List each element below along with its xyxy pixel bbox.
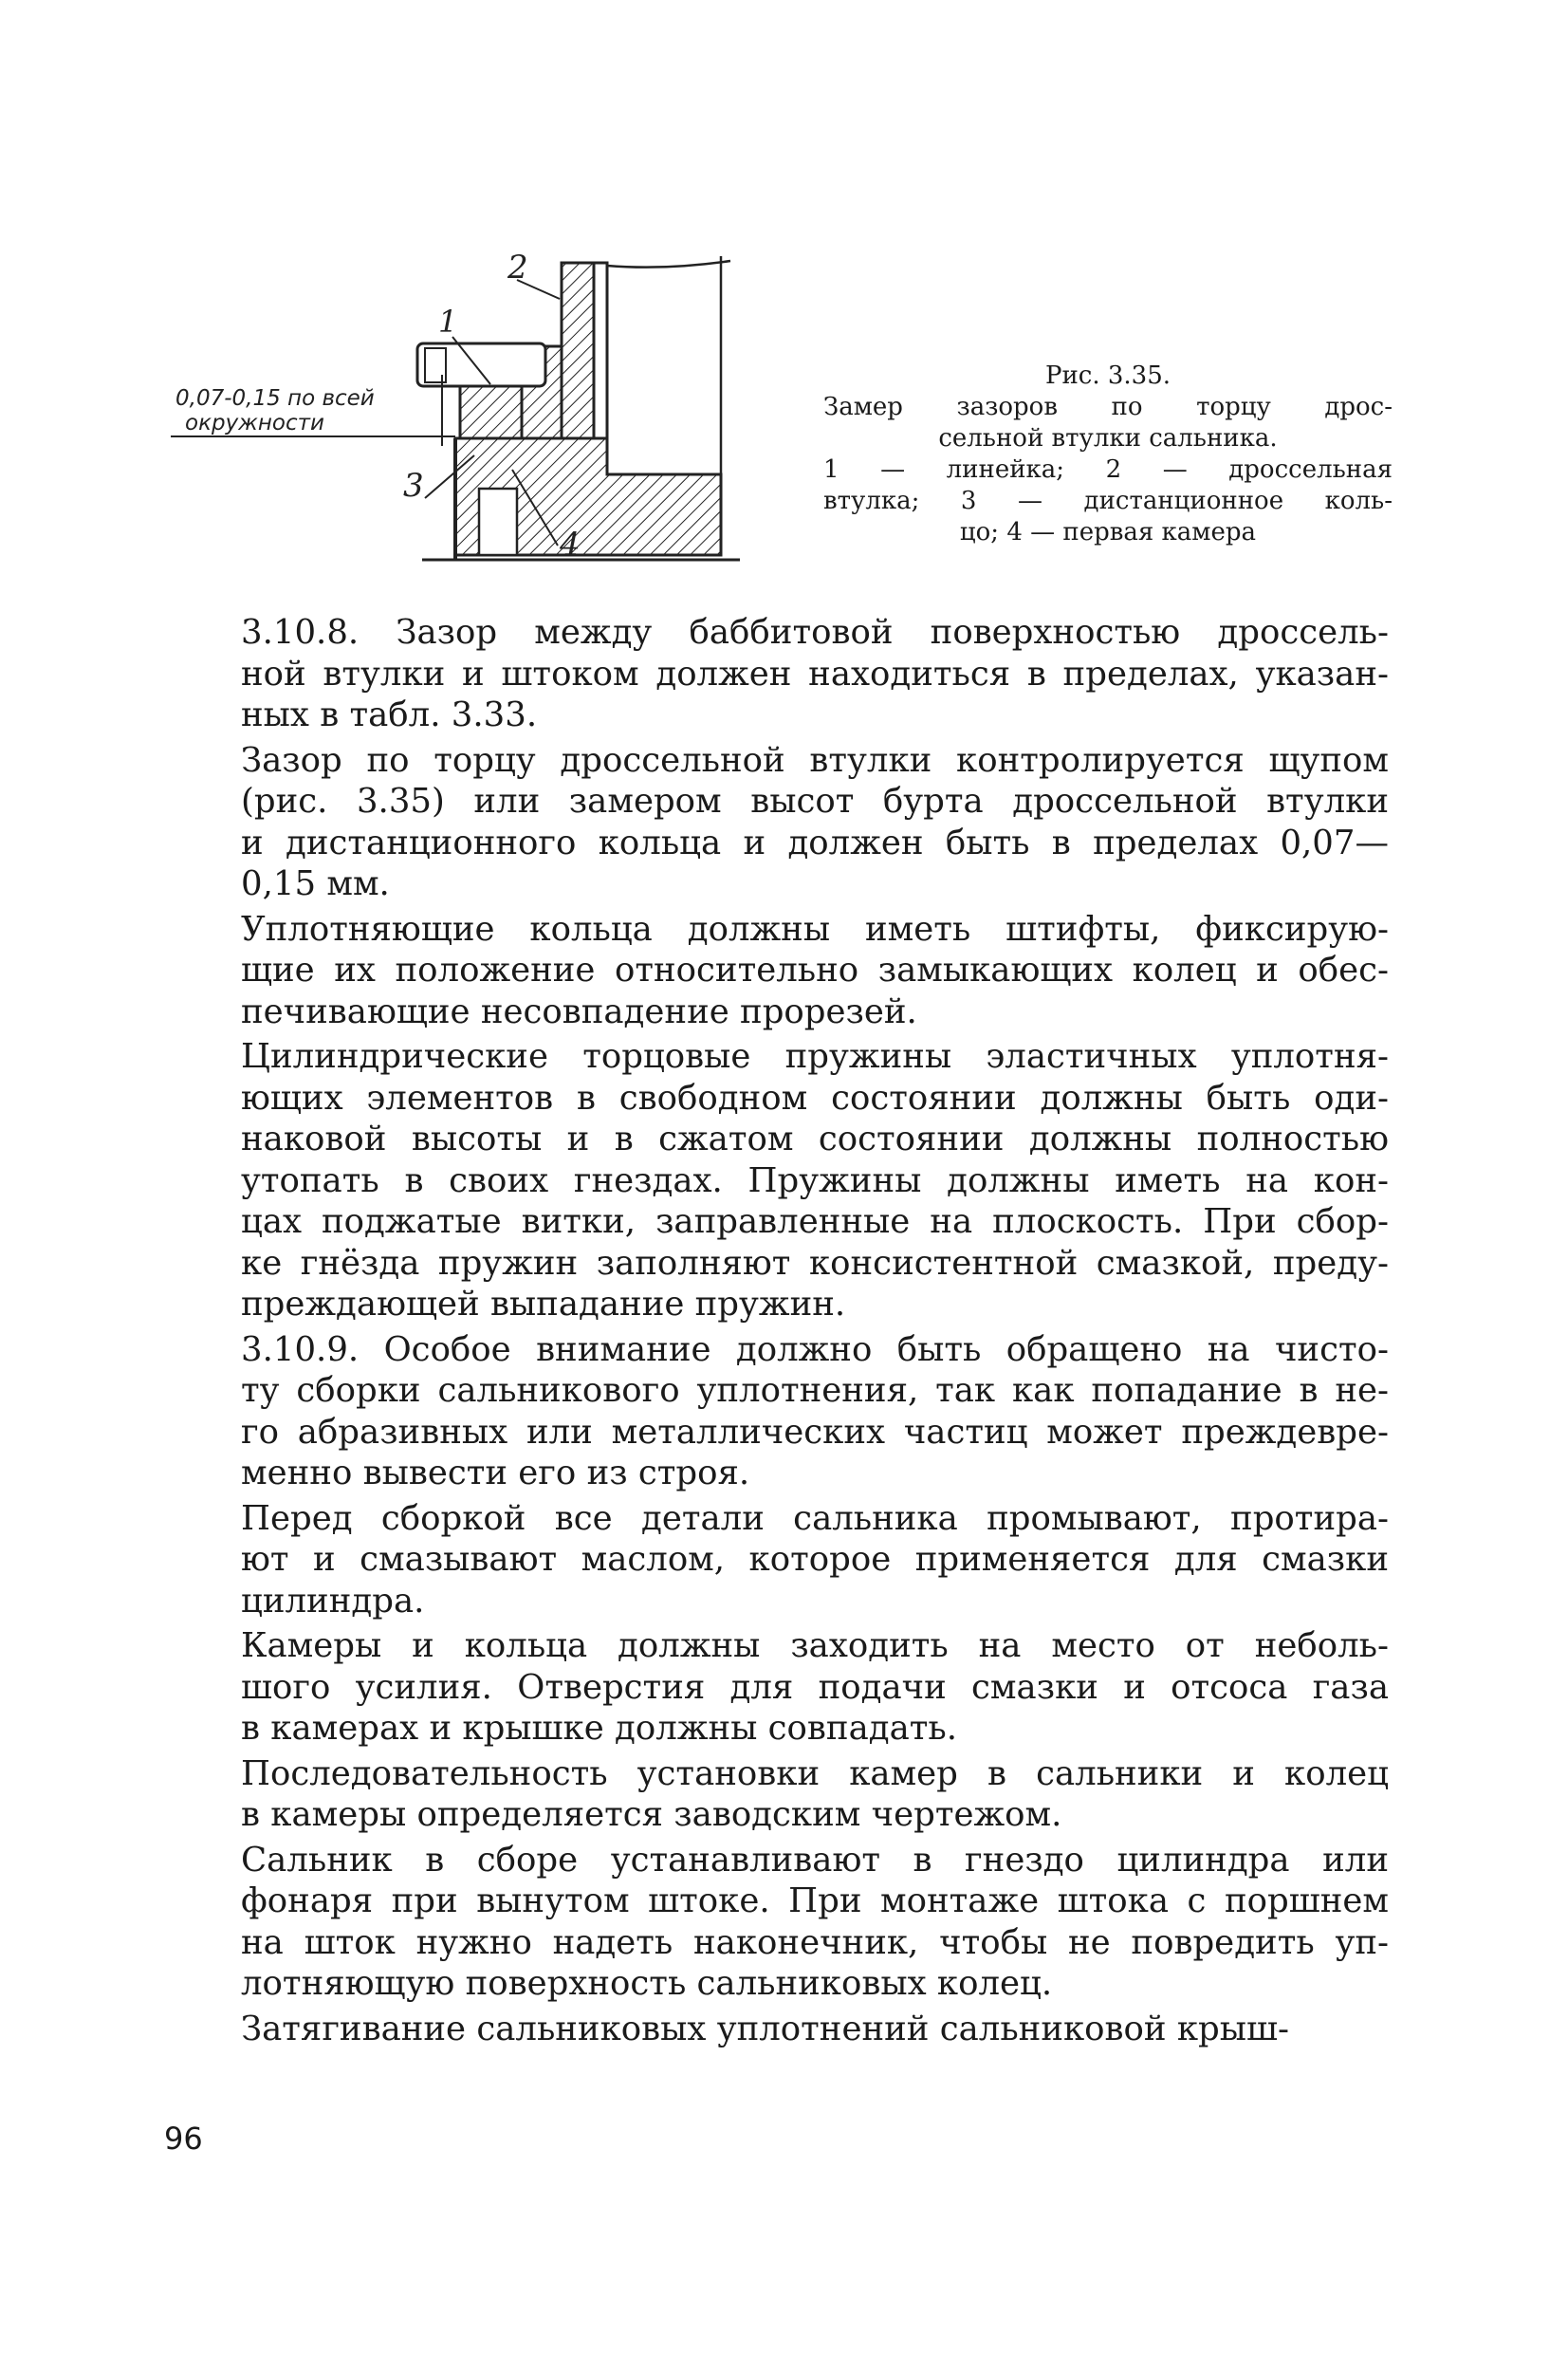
text-line: фонаря при вынутом штоке. При монтаже штока с поршнем bbox=[241, 1881, 1389, 1920]
spacer-ring bbox=[460, 384, 522, 438]
paragraph bbox=[241, 909, 1389, 1033]
text-line: менно вывести его из строя. bbox=[241, 1454, 750, 1492]
text-line: ных в табл. 3.33. bbox=[241, 695, 538, 734]
text-line: щие их положение относительно замыкающих колец и обес- bbox=[241, 951, 1389, 990]
text-line: цилиндра. bbox=[241, 1581, 425, 1621]
caption-line-3: 1 — линейка; 2 — дроссельная bbox=[823, 455, 1393, 484]
paragraph bbox=[241, 1625, 1389, 1750]
text-line: ной втулки и штоком должен находиться в пределах, указан- bbox=[241, 654, 1389, 694]
page-number: 96 bbox=[164, 2121, 203, 2157]
text-line: ют и смазывают маслом, которое применяется для смазки bbox=[241, 1540, 1389, 1579]
text-line: в камерах и крышке должны совпадать. bbox=[241, 1709, 958, 1748]
text-line: преждающей выпадание пружин. bbox=[241, 1285, 846, 1324]
text-line: Уплотняющие кольца должны иметь штифты, фиксирую- bbox=[241, 909, 1389, 949]
text-line: 3.10.8. Зазор между баббитовой поверхностью дроссель- bbox=[241, 613, 1389, 652]
chamber-pin-hole bbox=[479, 489, 517, 555]
text-line: и дистанционного кольца и должен быть в пределах 0,07— bbox=[241, 823, 1389, 862]
text-line: в камеры определяется заводским чертежом. bbox=[241, 1795, 1062, 1834]
text-line: на шток нужно надеть наконечник, чтобы не повредить уп- bbox=[241, 1922, 1389, 1962]
text-line: печивающие несовпадение прорезей. bbox=[241, 991, 917, 1031]
gap-note-line2: окружности bbox=[185, 411, 324, 435]
text-line: Цилиндрические торцовые пружины эластичных уплотня- bbox=[241, 1037, 1389, 1076]
body-text bbox=[241, 612, 1389, 2053]
throttle-bushing bbox=[562, 263, 594, 438]
text-line: Перед сборкой все детали сальника промывают, протира- bbox=[241, 1498, 1389, 1538]
text-line: го абразивных или металлических частиц может преждевре- bbox=[241, 1412, 1389, 1452]
figure-caption bbox=[823, 361, 1393, 548]
text-line: (рис. 3.35) или замером высот бурта дроссельной втулки bbox=[241, 782, 1389, 821]
text-line: 3.10.9. Особое внимание должно быть обращено на чисто- bbox=[241, 1329, 1389, 1369]
text-line: 0,15 мм. bbox=[241, 864, 390, 903]
housing-top-curve bbox=[607, 261, 730, 268]
text-line: Сальник в сборе устанавливают в гнездо цилиндра или bbox=[241, 1840, 1389, 1880]
text-line: утопать в своих гнездах. Пружины должны иметь на кон- bbox=[241, 1160, 1389, 1200]
paragraph bbox=[241, 612, 1389, 736]
text-line: ке гнёзда пружин заполняют консистентной смазкой, преду- bbox=[241, 1243, 1389, 1283]
figure-label-2: 2 bbox=[507, 249, 528, 287]
caption-line-1: Замер зазоров по торцу дрос- bbox=[823, 393, 1393, 421]
text-line: Затягивание сальниковых уплотнений сальниковой крыш- bbox=[241, 2009, 1290, 2048]
text-line: ющих элементов в свободном состоянии должны быть оди- bbox=[241, 1078, 1389, 1118]
text-line: Зазор по торцу дроссельной втулки контролируется щупом bbox=[241, 740, 1389, 780]
caption-title: Рис. 3.35. bbox=[1044, 361, 1171, 390]
paragraph bbox=[241, 1329, 1389, 1494]
caption-line-5: цо; 4 — первая камера bbox=[959, 518, 1257, 547]
figure-drawing bbox=[171, 242, 759, 569]
figure-label-3: 3 bbox=[403, 467, 424, 505]
text-line: Последовательность установки камер в сальники и колец bbox=[241, 1753, 1389, 1793]
text-line: шого усилия. Отверстия для подачи смазки и отсоса газа bbox=[241, 1667, 1389, 1707]
figure-label-1: 1 bbox=[438, 304, 458, 340]
paragraph bbox=[241, 2009, 1389, 2050]
figure-label-4: 4 bbox=[560, 526, 581, 564]
figure-3-35 bbox=[171, 242, 759, 569]
paragraph bbox=[241, 1753, 1389, 1836]
paragraph bbox=[241, 1840, 1389, 2005]
text-line: лотняющую поверхность сальниковых колец. bbox=[241, 1964, 1053, 2003]
text-line: Камеры и кольца должны заходить на место от неболь- bbox=[241, 1626, 1389, 1665]
paragraph bbox=[241, 1498, 1389, 1622]
gap-note-line1: 0,07-0,15 по всей bbox=[175, 386, 375, 411]
text-line: наковой высоты и в сжатом состоянии должны полностью bbox=[241, 1120, 1389, 1158]
caption-line-4: втулка; 3 — дистанционное коль- bbox=[823, 487, 1393, 515]
text-line: ту сборки сальникового уплотнения, так как попадание в не- bbox=[241, 1371, 1389, 1410]
caption-line-2: сельной втулки сальника. bbox=[938, 424, 1278, 453]
paragraph bbox=[241, 1036, 1389, 1325]
paragraph bbox=[241, 740, 1389, 905]
bushing-liner bbox=[594, 263, 607, 438]
text-line: цах поджатые витки, заправленные на плоскость. При сбор- bbox=[241, 1202, 1389, 1241]
